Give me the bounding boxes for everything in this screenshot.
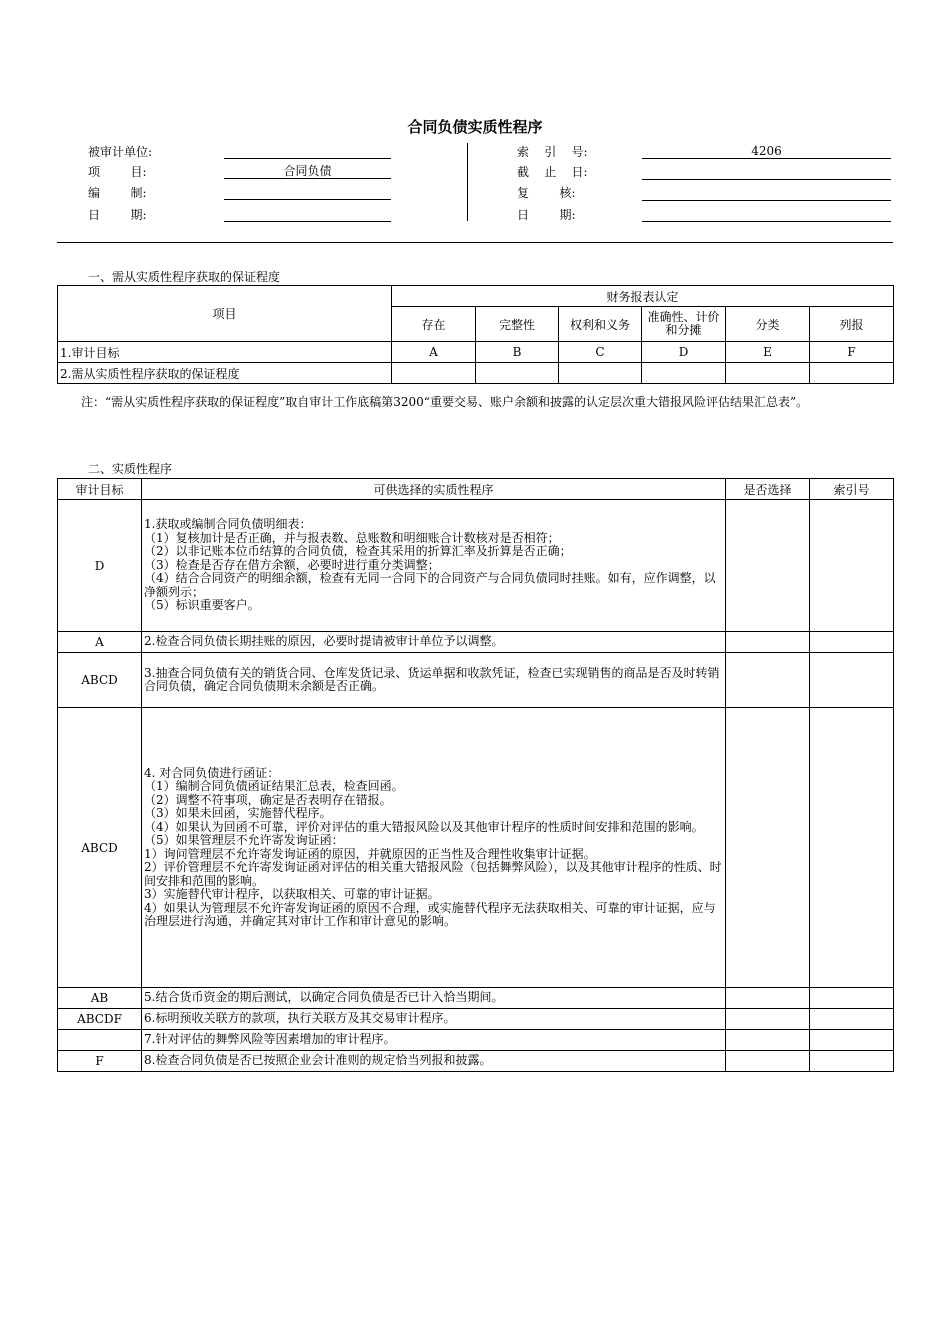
column-header-target: 审计目标 xyxy=(58,479,142,500)
header-field-reviewer[interactable] xyxy=(642,186,891,201)
section1-note: 注：“需从实质性程序获取的保证程度”取自审计工作底稿第3200“重要交易、账户余额和披露的认定层次重大错报风险评估结果汇总表”。 xyxy=(81,395,809,409)
selected-cell[interactable] xyxy=(726,1051,810,1072)
procedure-cell: 8.检查合同负债是否已按照企业会计准则的规定恰当列报和披露。 xyxy=(142,1051,726,1072)
page-title: 合同负债实质性程序 xyxy=(407,118,543,136)
column-header-selected: 是否选择 xyxy=(726,479,810,500)
column-header-procedure: 可供选择的实质性程序 xyxy=(142,479,726,500)
index-cell[interactable] xyxy=(810,500,894,632)
assurance-table xyxy=(57,285,894,384)
target-cell: D xyxy=(58,500,142,632)
objective-cell: B xyxy=(476,342,559,363)
procedure-cell: 5.结合货币资金的期后测试，以确定合同负债是否已计入恰当期间。 xyxy=(142,988,726,1009)
header-rule xyxy=(57,242,893,243)
objective-cell: C xyxy=(559,342,642,363)
assurance-cell[interactable] xyxy=(392,363,476,384)
table-row xyxy=(58,1030,894,1051)
assertion-header: 列报 xyxy=(810,307,894,342)
header-label-date-right: 日 期: xyxy=(517,208,576,222)
assertion-header: 存在 xyxy=(392,307,476,342)
header-field-item[interactable]: 合同负债 xyxy=(224,164,391,179)
target-cell: ABCD xyxy=(58,653,142,708)
table-row xyxy=(58,1051,894,1072)
table-row xyxy=(58,363,894,384)
target-cell: F xyxy=(58,1051,142,1072)
header-label-index: 索 引 号: xyxy=(517,145,588,159)
table-row xyxy=(58,342,894,363)
objective-cell: F xyxy=(810,342,894,363)
index-cell[interactable] xyxy=(810,653,894,708)
index-cell[interactable] xyxy=(810,1030,894,1051)
assurance-cell[interactable] xyxy=(476,363,559,384)
section1-heading: 一、需从实质性程序获取的保证程度 xyxy=(88,270,281,284)
assurance-cell[interactable] xyxy=(810,363,894,384)
objective-cell: E xyxy=(726,342,810,363)
index-cell[interactable] xyxy=(810,1009,894,1030)
header-label-cutoff: 截 止 日: xyxy=(517,165,588,179)
header-label-reviewer: 复 核: xyxy=(517,186,576,200)
selected-cell[interactable] xyxy=(726,653,810,708)
procedures-table xyxy=(57,478,894,1072)
table-row xyxy=(58,500,894,632)
table-row xyxy=(58,988,894,1009)
table-row xyxy=(58,1009,894,1030)
row-label: 1.审计目标 xyxy=(58,342,392,363)
selected-cell[interactable] xyxy=(726,708,810,988)
selected-cell[interactable] xyxy=(726,632,810,653)
target-cell: ABCDF xyxy=(58,1009,142,1030)
procedure-cell: 6.标明预收关联方的款项，执行关联方及其交易审计程序。 xyxy=(142,1009,726,1030)
selected-cell[interactable] xyxy=(726,988,810,1009)
header-label-auditee: 被审计单位: xyxy=(88,145,153,159)
assertion-header: 准确性、计价和分摊 xyxy=(642,307,726,342)
header-field-auditee[interactable] xyxy=(224,144,391,159)
selected-cell[interactable] xyxy=(726,1030,810,1051)
header-label-item: 项 目: xyxy=(88,165,147,179)
target-cell: A xyxy=(58,632,142,653)
row-label: 2.需从实质性程序获取的保证程度 xyxy=(58,363,392,384)
table-row xyxy=(58,653,894,708)
procedure-cell: 4. 对合同负债进行函证： （1）编制合同负债函证结果汇总表，检查回函。 （2）调整不符事项，确定是否表明存在错报。 （3）如果未回函，实施替代程序。 （4）如果认为回函不可靠，评价对评估的重大错报风险以及其他审计程序的性质时间安排和范围的影响。 （5）如果管理层不允许寄发询证函： 1）询问管理层不允许寄发询证函的原因，并就原因的正当性及合理性收集审计证据。 2）评价管理层不允许寄发询证函对评估的相关重大错报风险（包括舞弊风险），以及其他审计程序的性质、时间安排和范围的影响。 3）实施替代审计程序，以获取相关、可靠的审计证据。 4）如果认为管理层不允许寄发询证函的原因不合理，或实施替代程序无法获取相关、可靠的审计证据，应与治理层进行沟通，并确定其对审计工作和审计意见的影响。 xyxy=(142,708,726,988)
header-label-preparer: 编 制: xyxy=(88,186,147,200)
assertion-header: 完整性 xyxy=(476,307,559,342)
header-field-index[interactable]: 4206 xyxy=(642,144,891,159)
column-header-index: 索引号 xyxy=(810,479,894,500)
assurance-cell[interactable] xyxy=(642,363,726,384)
index-cell[interactable] xyxy=(810,708,894,988)
header-field-preparer[interactable] xyxy=(224,185,391,200)
item-header: 项目 xyxy=(58,286,392,342)
assurance-cell[interactable] xyxy=(726,363,810,384)
target-cell: ABCD xyxy=(58,708,142,988)
assertion-group-header: 财务报表认定 xyxy=(392,286,894,307)
procedure-cell: 2.检查合同负债长期挂账的原因，必要时提请被审计单位予以调整。 xyxy=(142,632,726,653)
selected-cell[interactable] xyxy=(726,1009,810,1030)
table-row xyxy=(58,632,894,653)
header-divider xyxy=(467,143,468,221)
header-field-date-right[interactable] xyxy=(642,207,891,222)
procedure-cell: 1.获取或编制合同负债明细表： （1）复核加计是否正确，并与报表数、总账数和明细账合计数核对是否相符； （2）以非记账本位币结算的合同负债，检查其采用的折算汇率及折算是否正确； （3）检查是否存在借方余额，必要时进行重分类调整； （4）结合合同资产的明细余额，检查有无同一合同下的合同资产与合同负债同时挂账。如有，应作调整，以净额列示； （5）标识重要客户。 xyxy=(142,500,726,632)
table-row xyxy=(58,708,894,988)
assurance-cell[interactable] xyxy=(559,363,642,384)
objective-cell: A xyxy=(392,342,476,363)
assertion-header: 权利和义务 xyxy=(559,307,642,342)
index-cell[interactable] xyxy=(810,988,894,1009)
index-cell[interactable] xyxy=(810,632,894,653)
procedure-cell: 7.针对评估的舞弊风险等因素增加的审计程序。 xyxy=(142,1030,726,1051)
header-field-cutoff[interactable] xyxy=(642,165,891,180)
objective-cell: D xyxy=(642,342,726,363)
target-cell: AB xyxy=(58,988,142,1009)
section2-heading: 二、实质性程序 xyxy=(88,462,173,476)
selected-cell[interactable] xyxy=(726,500,810,632)
header-label-date-left: 日 期: xyxy=(88,208,147,222)
target-cell xyxy=(58,1030,142,1051)
index-cell[interactable] xyxy=(810,1051,894,1072)
procedure-cell: 3.抽查合同负债有关的销货合同、仓库发货记录、货运单据和收款凭证，检查已实现销售的商品是否及时转销合同负债，确定合同负债期末余额是否正确。 xyxy=(142,653,726,708)
assertion-header: 分类 xyxy=(726,307,810,342)
header-field-date-left[interactable] xyxy=(224,207,391,222)
